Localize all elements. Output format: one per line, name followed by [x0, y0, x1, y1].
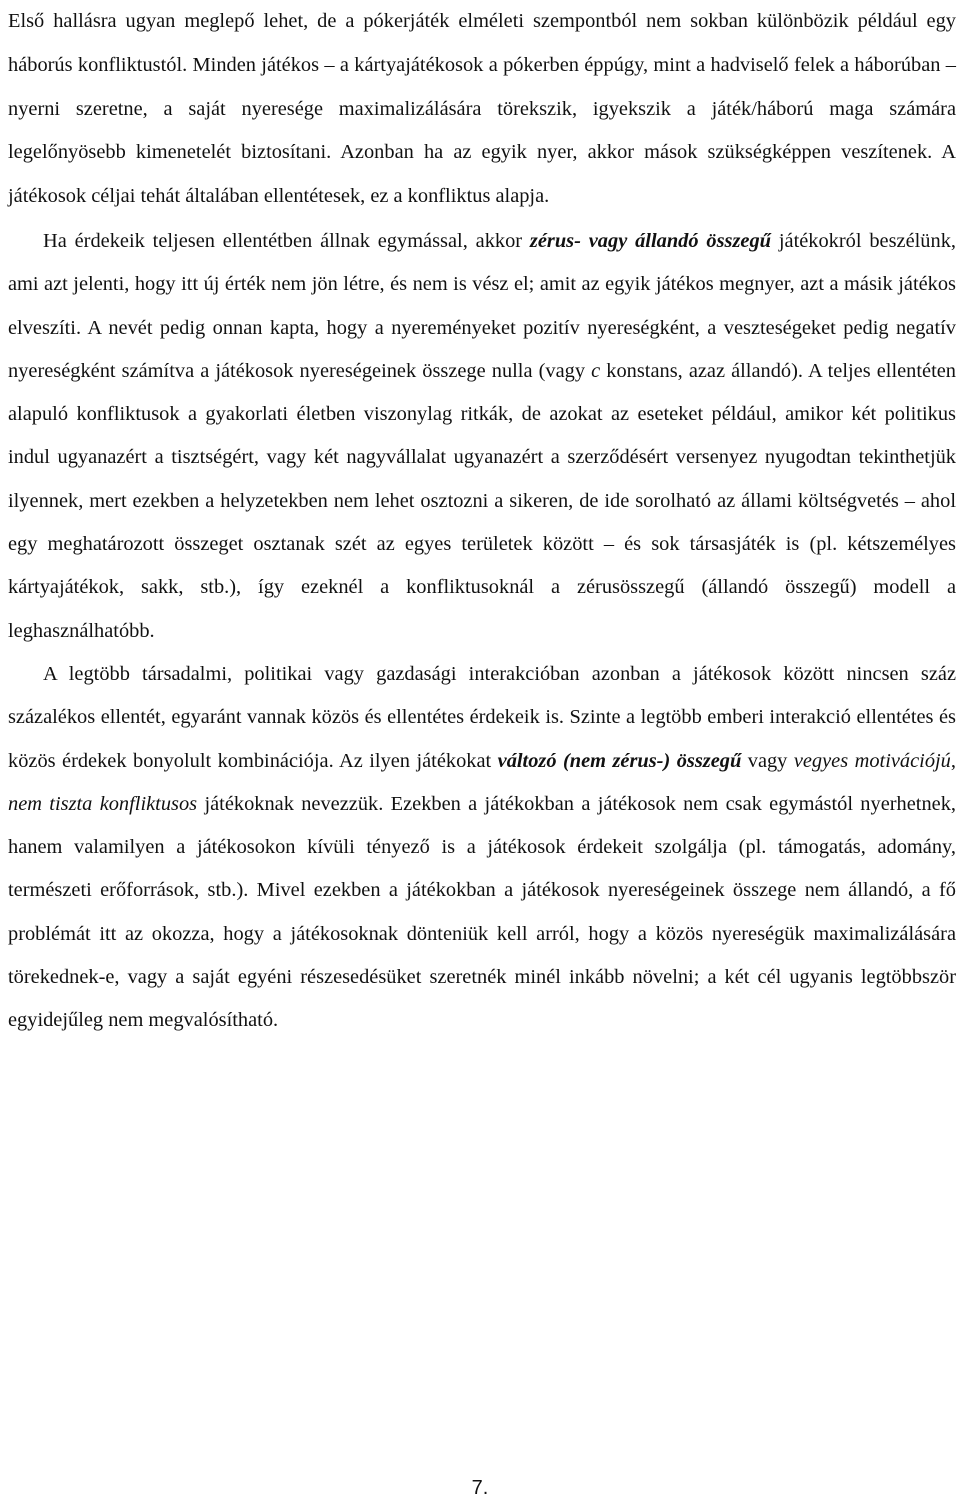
paragraph-text-start: Ha érdekeik teljesen ellentétben állnak egymással, akkor — [43, 229, 530, 252]
zero-sum-term: zérus- vagy állandó összegű — [529, 229, 771, 252]
paragraph-text-end: játékoknak nevezzük. Ezekben a játékokban a játékosok nem csak egymástól nyerhetnek, hanem valamilyen a játékosokon kívüli tényező is a játékosok érdekeit szolgálja (pl. támogatás, adomány, természeti erőforrások, stb.). Mivel ezekben a játékokban a játékosok nyereségeinek összege nem állandó, a fő problémát itt az okozza, hogy a játékosoknak dönteniük kell arról, hogy a közös nyereségük maximalizálására törekednek-e, vagy a saját egyéni részesedésüket szeretnék minél inkább növelni; a két cél ugyanis legtöbbször egyidejűleg nem megvalósítható. — [8, 792, 956, 1032]
paragraph-comma: , — [950, 749, 956, 772]
non-pure-conflict-term: nem tiszta konfliktusos — [8, 792, 198, 815]
paragraph-variable-sum-games — [8, 653, 956, 1043]
constant-symbol: c — [591, 359, 601, 382]
document-body — [8, 0, 956, 1043]
variable-sum-term: változó (nem zérus-) összegű — [497, 749, 742, 772]
paragraph-text-start: A legtöbb társadalmi, politikai vagy gazdasági interakcióban azonban a játékosok között nincsen száz százalékos ellentét, egyaránt vannak közös és ellentétes érdekeik is. Szinte a legtöbb emberi interakció ellentétes és közös érdekek bonyolult kombinációja. Az ilyen játékokat — [8, 662, 956, 772]
paragraph-text-middle: játékokról beszélünk, ami azt jelenti, hogy itt új érték nem jön létre, és nem is vész el; amit az egyik játékos megnyer, azt a másik játékos elveszíti. A nevét pedig onnan kapta, hogy a nyereményeket pozitív nyereségként, a veszteségeket pedig negatív nyereségként számítva a játékosok nyereségeinek összege nulla (vagy — [8, 229, 956, 382]
paragraph-poker-vs-war — [8, 0, 956, 219]
paragraph-text: Első hallásra ugyan meglepő lehet, de a pókerjáték elméleti szempontból nem sokban különbözik például egy háborús konfliktustól. Minden játékos – a kártyajátékosok a pókerben éppúgy, mint a hadviselő felek a háborúban – nyerni szeretne, a saját nyeresége maximalizálására törekszik, igyekszik a játék/háború maga számára legelőnyösebb kimenetelét biztosítani. Azonban ha az egyik nyer, akkor mások szükségképpen veszítenek. A játékosok céljai tehát általában ellentétesek, ez a konfliktus alapja. — [8, 10, 956, 208]
mixed-motive-term: vegyes motivációjú — [793, 749, 951, 772]
page-number: 7. — [471, 1477, 489, 1499]
paragraph-text-end: konstans, azaz állandó). A teljes ellentéten alapuló konfliktusok a gyakorlati életben viszonylag ritkák, de azokat az eseteket például, amikor két politikus indul ugyanazért a tisztségért, vagy két nagyvállalat ugyanazért a szerződésért versenyez nyugodtan tekinthetjük ilyennek, mert ezekben a helyzetekben nem lehet osztozni a sikeren, de ide sorolható az állami költségvetés – ahol egy meghatározott összeget osztanak szét az egyes területek között – és sok társasjáték is (pl. kétszemélyes kártyajátékok, sakk, stb.), így ezeknél a konfliktusoknál a zérusösszegű (állandó összegű) modell a leghasználhatóbb. — [8, 359, 957, 642]
paragraph-zero-sum-games — [8, 220, 956, 653]
paragraph-text-connector: vagy — [741, 749, 794, 772]
